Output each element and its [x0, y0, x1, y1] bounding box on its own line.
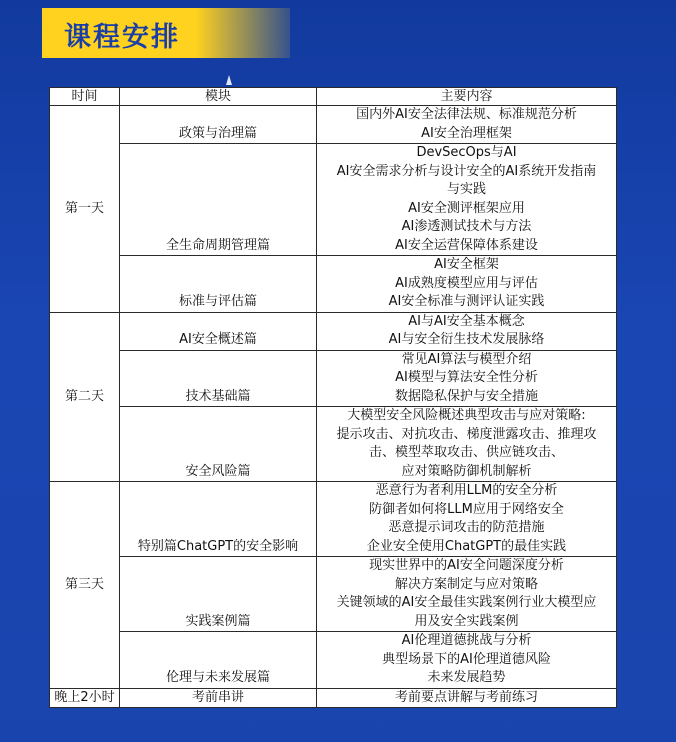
- header-content: 主要内容: [317, 88, 617, 106]
- content-line: 恶意行为者利用LLM的安全分析: [375, 483, 558, 498]
- content-line: 常见AI算法与模型介绍: [401, 351, 532, 367]
- content-cell: [317, 557, 617, 632]
- content-cell: [317, 407, 617, 482]
- content-line: 防御者如何将LLM应用于网络安全: [369, 501, 564, 517]
- content-line: AI安全需求分析与设计安全的AI系统开发指南: [336, 163, 597, 179]
- title-banner: [42, 8, 290, 58]
- schedule-table: [49, 87, 617, 708]
- day-cell: 第一天: [50, 106, 120, 313]
- content-line: AI渗透测试技术与方法: [401, 219, 532, 234]
- content-line: 与实践: [446, 182, 486, 197]
- content-cell: [317, 144, 617, 256]
- content-line: AI与AI安全基本概念: [408, 313, 525, 329]
- content-cell: [317, 106, 617, 144]
- content-line: 提示攻击、对抗攻击、梯度泄露攻击、推理攻: [336, 426, 597, 442]
- header-module: 模块: [120, 88, 317, 106]
- content-line: 数据隐私保护与安全措施: [394, 388, 538, 404]
- module-cell: 伦理与未来发展篇: [120, 632, 317, 689]
- content-cell: [317, 256, 617, 313]
- table-row: [50, 482, 617, 557]
- table-row: [50, 632, 617, 689]
- content-line: 关键领域的AI安全最佳实践案例行业大模型应: [336, 595, 597, 610]
- content-line: 击、模型萃取攻击、供应链攻击、: [368, 445, 564, 460]
- table-row: [50, 557, 617, 632]
- day-cell: 第三天: [50, 482, 120, 689]
- table-row: [50, 407, 617, 482]
- decorative-caret: [226, 75, 232, 85]
- table-header-row: [50, 88, 617, 106]
- table-row: [50, 106, 617, 144]
- content-cell: [317, 312, 617, 350]
- table-row: [50, 144, 617, 256]
- content-line: 应对策略防御机制解析: [401, 463, 532, 479]
- content-line: AI安全框架: [434, 257, 499, 272]
- content-line: 现实世界中的AI安全问题深度分析: [369, 558, 564, 573]
- table-row: [50, 350, 617, 407]
- table-row: [50, 312, 617, 350]
- content-line: AI模型与算法安全性分析: [395, 370, 538, 385]
- table-row: [50, 256, 617, 313]
- module-cell: 安全风险篇: [120, 407, 317, 482]
- module-cell: 标准与评估篇: [120, 256, 317, 313]
- content-line: 解决方案制定与应对策略: [394, 576, 538, 592]
- content-line: AI与安全衍生技术发展脉络: [388, 332, 545, 347]
- content-line: AI安全运营保障体系建设: [395, 237, 538, 253]
- page-title: 课程安排: [64, 22, 180, 53]
- schedule-table-wrap: [49, 87, 616, 708]
- evening-time-cell: 晚上2小时: [50, 688, 120, 708]
- content-line: 恶意提示词攻击的防范措施: [388, 520, 545, 535]
- content-line: AI安全标准与测评认证实践: [388, 294, 545, 309]
- content-line: 国内外AI安全法律法规、标准规范分析: [356, 107, 577, 122]
- content-line: AI伦理道德挑战与分析: [401, 633, 532, 648]
- content-line: 未来发展趋势: [427, 670, 506, 685]
- module-cell: 全生命周期管理篇: [120, 144, 317, 256]
- content-line: AI成熟度模型应用与评估: [395, 275, 538, 291]
- content-cell: [317, 632, 617, 689]
- day-cell: 第二天: [50, 312, 120, 482]
- table-row-evening: [50, 688, 617, 708]
- evening-module-cell: 考前串讲: [120, 688, 317, 708]
- content-line: DevSecOps与AI: [416, 145, 517, 160]
- content-line: 大模型安全风险概述典型攻击与应对策略:: [347, 408, 586, 423]
- evening-content-cell: 考前要点讲解与考前练习: [317, 688, 617, 708]
- module-cell: 实践案例篇: [120, 557, 317, 632]
- content-line: 典型场景下的AI伦理道德风险: [382, 651, 551, 667]
- module-cell: 技术基础篇: [120, 350, 317, 407]
- content-cell: [317, 350, 617, 407]
- content-line: AI安全测评框架应用: [408, 200, 525, 216]
- module-cell: 特别篇ChatGPT的安全影响: [120, 482, 317, 557]
- content-line: AI安全治理框架: [421, 125, 512, 141]
- header-time: 时间: [50, 88, 120, 106]
- content-cell: [317, 482, 617, 557]
- content-line: 企业安全使用ChatGPT的最佳实践: [366, 538, 567, 554]
- module-cell: AI安全概述篇: [120, 312, 317, 350]
- module-cell: 政策与治理篇: [120, 106, 317, 144]
- content-line: 用及安全实践案例: [414, 613, 519, 629]
